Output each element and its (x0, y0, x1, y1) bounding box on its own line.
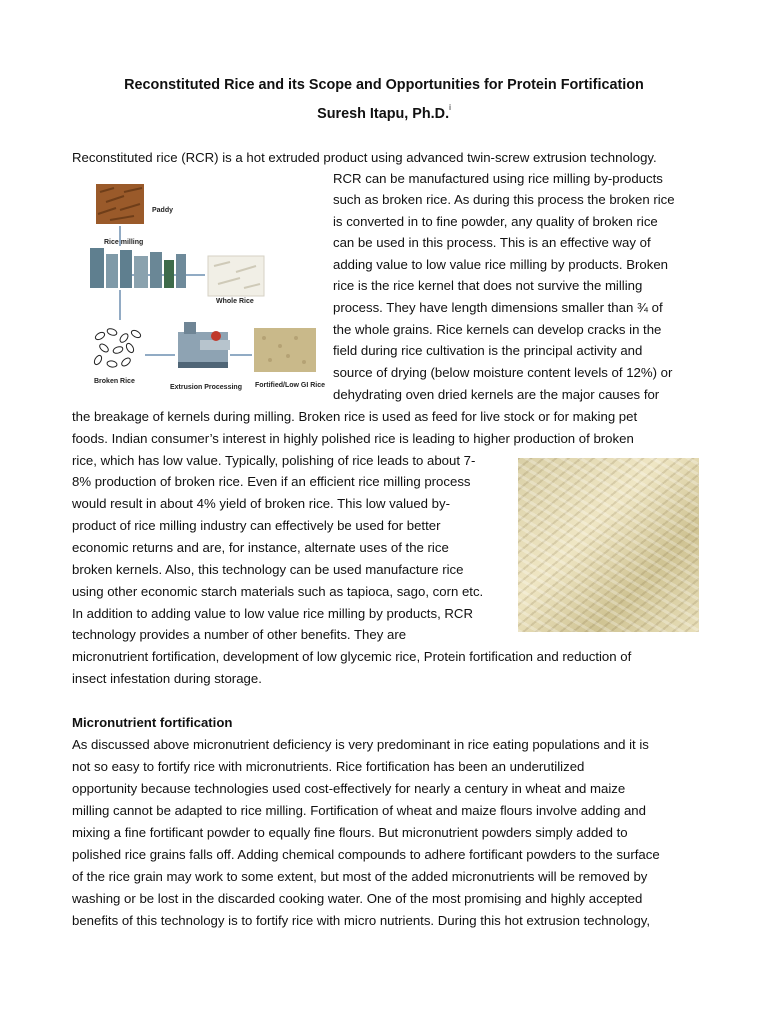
body-line: micronutrient fortification, development of low glycemic rice, Protein fortification and reduction of (72, 649, 632, 664)
body-line: process. They have length dimensions smaller than ¾ of (333, 300, 663, 315)
section-heading: Micronutrient fortification (72, 715, 233, 730)
section-line: As discussed above micronutrient deficiency is very predominant in rice eating populations and it is (72, 737, 649, 752)
body-line: is converted in to fine powder, any quality of broken rice (333, 214, 658, 229)
body-line: rice is the rice kernel that does not survive the milling (333, 278, 643, 293)
label-broken-rice: Broken Rice (94, 378, 135, 385)
body-line: economic returns and are, for instance, alternate uses of the rice (72, 540, 449, 555)
body-line: Reconstituted rice (RCR) is a hot extruded product using advanced twin-screw extrusion technology. (72, 150, 657, 165)
body-line: RCR can be manufactured using rice milling by-products (333, 171, 663, 186)
section-line: washing or be lost in the discarded cooking water. One of the most promising and highly accepted (72, 891, 643, 906)
label-whole-rice: Whole Rice (216, 298, 254, 305)
body-line: source of drying (below moisture content levels of 12%) or (333, 365, 673, 380)
extrusion-machine (178, 322, 230, 368)
body-line: adding value to low value rice milling by products. Broken (333, 257, 668, 272)
rice-milling-machine (90, 248, 186, 288)
body-line: In addition to adding value to low value rice milling by products, RCR (72, 606, 473, 621)
body-line: product of rice milling industry can effectively be used for better (72, 518, 441, 533)
rice-grains-photo (518, 458, 699, 632)
label-paddy: Paddy (152, 207, 174, 214)
document-title: Reconstituted Rice and its Scope and Opportunities for Protein Fortification (124, 77, 644, 93)
section-line: opportunity because technologies used cost-effectively for nearly a century in wheat and maize (72, 781, 626, 796)
author-line (0, 97, 768, 125)
rice-process-diagram (90, 180, 330, 400)
label-rice-milling: Rice milling (104, 239, 144, 246)
body-line: dehydrating oven dried kernels are the major causes for (333, 387, 660, 402)
body-line: the breakage of kernels during milling. Broken rice is used as feed for live stock or for making pet (72, 409, 638, 424)
body-line: broken kernels. Also, this technology can be used manufacture rice (72, 562, 464, 577)
label-extrusion-processing: Extrusion Processing (170, 384, 242, 391)
body-line: rice, which has low value. Typically, polishing of rice leads to about 7- (72, 453, 476, 468)
author-name: Suresh Itapu, Ph.D. (317, 106, 450, 122)
footnote-marker: i (449, 103, 451, 112)
section-line: not so easy to fortify rice with micronutrients. Rice fortification has been an underutilized (72, 759, 585, 774)
section-line: benefits of this technology is to fortify rice with micro nutrients. During this hot extrusion technology, (72, 913, 651, 928)
section-line: mixing a fine fortificant powder to equally fine flours. But micronutrient powders simply added to (72, 825, 628, 840)
fortified-rice-image (254, 328, 316, 372)
whole-rice-image (208, 256, 264, 296)
broken-rice-image (93, 327, 142, 367)
body-line: 8% production of broken rice. Even if an efficient rice milling process (72, 474, 471, 489)
body-line: foods. Indian consumer’s interest in highly polished rice is leading to higher production of broken (72, 431, 634, 446)
body-line: using other economic starch materials such as tapioca, sago, corn etc. (72, 584, 484, 599)
body-line: insect infestation during storage. (72, 671, 262, 686)
section-line: polished rice grains falls off. Adding chemical compounds to adhere fortificant powders to the surface (72, 847, 660, 862)
body-line: technology provides a number of other benefits. They are (72, 627, 407, 642)
label-fortified-rice: Fortified/Low GI Rice (255, 382, 326, 389)
process-diagram-graphic (90, 180, 330, 400)
body-line: field during rice cultivation is the principal activity and (333, 343, 643, 358)
body-line: would result in about 4% yield of broken rice. This low valued by- (72, 496, 450, 511)
section-line: of the rice grain may work to some extent, but most of the added micronutrients will be removed by (72, 869, 648, 884)
section-line: milling cannot be adapted to rice milling. Fortification of wheat and maize flours involve adding and (72, 803, 646, 818)
body-line: such as broken rice. As during this process the broken rice (333, 192, 675, 207)
body-line: can be used in this process. This is an effective way of (333, 235, 651, 250)
body-line: the whole grains. Rice kernels can develop cracks in the (333, 322, 662, 337)
